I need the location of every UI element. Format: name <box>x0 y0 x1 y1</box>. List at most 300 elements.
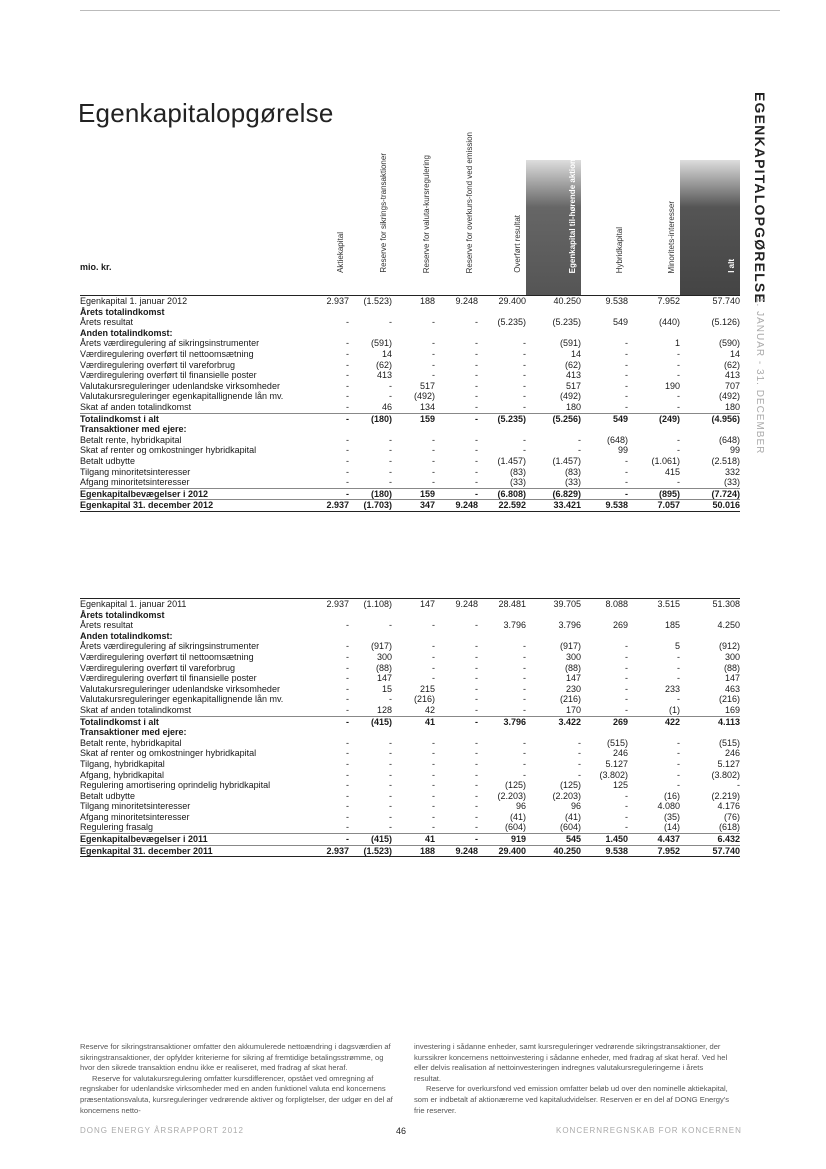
cell-value: - <box>389 445 392 456</box>
cell-value <box>628 727 680 738</box>
notes-left <box>80 1042 396 1116</box>
cell-value: - <box>475 651 478 662</box>
cell-value: (604) <box>504 822 526 833</box>
cell-value: (125) <box>504 780 526 791</box>
cell-value: 3.796 <box>503 620 526 631</box>
cell-value: - <box>432 737 435 748</box>
table-row <box>80 652 740 663</box>
table-row <box>80 738 740 749</box>
table-row <box>80 317 740 328</box>
cell-value: (249) <box>628 413 680 424</box>
cell-value: 707 <box>724 380 740 391</box>
col-header: Minoritets-interesser <box>667 200 676 273</box>
cell-value: 190 <box>664 380 680 391</box>
cell-value: - <box>432 477 435 488</box>
sidebar-period: 1. JANUAR - 31. DECEMBER <box>754 297 765 455</box>
cell-value: - <box>432 758 435 769</box>
table-row <box>80 435 740 446</box>
cell-value: - <box>523 673 526 684</box>
cell-value: - <box>523 748 526 759</box>
cell-value: 50.016 <box>680 500 740 512</box>
cell-value: - <box>432 651 435 662</box>
cell-value: - <box>346 370 349 381</box>
cell-value: - <box>475 822 478 833</box>
cell-value: 7.952 <box>628 845 680 857</box>
cell-value: - <box>346 651 349 662</box>
cell-value: (3.802) <box>599 769 628 780</box>
table-row <box>80 456 740 467</box>
cell-value: - <box>737 780 740 791</box>
cell-value: 2.937 <box>306 845 349 857</box>
note-paragraph: Reserve for overkursfond ved emission omfatter beløb ud over den nominelle aktiekapital, som er indbetalt af aktionærerne ved kapitaludvidelser. Reserven er en del af DONG Energy's frie reserver. <box>414 1084 730 1115</box>
cell-value: 919 <box>478 834 526 846</box>
cell-value: - <box>523 651 526 662</box>
cell-value: 269 <box>581 716 628 727</box>
cell-value: - <box>625 338 628 349</box>
cell-value <box>526 610 581 621</box>
cell-value: - <box>475 455 478 466</box>
table-row <box>80 328 740 339</box>
cell-value: - <box>475 434 478 445</box>
table-row <box>80 822 740 833</box>
cell-value: - <box>346 348 349 359</box>
cell-value: (7.724) <box>680 488 740 500</box>
cell-value: (6.829) <box>526 488 581 500</box>
cell-value: (216) <box>559 694 581 705</box>
cell-value <box>526 328 581 339</box>
row-label: Skat af anden totalindkomst <box>80 401 192 412</box>
cell-value: - <box>625 401 628 412</box>
cell-value: 29.400 <box>478 845 526 857</box>
cell-value: - <box>389 790 392 801</box>
cell-value: 463 <box>724 683 740 694</box>
cell-value <box>435 424 478 435</box>
cell-value: 14 <box>570 348 581 359</box>
cell-value: - <box>677 401 680 412</box>
unit-header <box>80 160 306 296</box>
table-row <box>80 296 740 307</box>
row-label: Betalt udbytte <box>80 455 136 466</box>
cell-value: 9.248 <box>435 500 478 512</box>
row-label: Skat af anden totalindkomst <box>80 704 192 715</box>
cell-value: - <box>475 620 478 631</box>
cell-value: 15 <box>381 683 392 694</box>
cell-value: - <box>677 758 680 769</box>
cell-value: - <box>432 434 435 445</box>
cell-value: 125 <box>612 780 628 791</box>
cell-value: - <box>346 620 349 631</box>
cell-value: - <box>625 651 628 662</box>
cell-value: (41) <box>509 811 526 822</box>
cell-value: (3.802) <box>711 769 740 780</box>
table-row <box>80 338 740 349</box>
cell-value <box>392 307 435 318</box>
cell-value: (492) <box>559 391 581 402</box>
cell-value: - <box>625 822 628 833</box>
cell-value: 29.400 <box>478 296 526 307</box>
cell-value: - <box>475 769 478 780</box>
cell-value: 415 <box>664 466 680 477</box>
table-row <box>80 360 740 371</box>
cell-value: - <box>389 694 392 705</box>
cell-value: (5.126) <box>711 317 740 328</box>
col-header: Reserve for overkurs-fond ved emission <box>465 131 474 273</box>
table-row <box>80 477 740 488</box>
cell-value: (1.108) <box>349 599 392 610</box>
cell-value: 96 <box>570 801 581 812</box>
cell-value: - <box>346 662 349 673</box>
cell-value: (1.523) <box>349 296 392 307</box>
cell-value: (33) <box>723 477 740 488</box>
cell-value <box>478 307 526 318</box>
note-paragraph: Reserve for sikringstransaktioner omfatter den akkumulerede nettoændring i dagsværdien af sikringstransaktioner, der opfylder kriterierne for sikring af fremtidige betalingsstrømme, og hvor den sikrede transaktion endnu ikke er realiseret, med fradrag af skat heraf. <box>80 1042 391 1073</box>
cell-value: (1.061) <box>651 455 680 466</box>
cell-value: - <box>475 737 478 748</box>
row-label: Totalindkomst i alt <box>80 716 306 727</box>
cell-value: 8.088 <box>581 599 628 610</box>
cell-value: 147 <box>724 673 740 684</box>
cell-value: (6.808) <box>478 488 526 500</box>
cell-value: 185 <box>664 620 680 631</box>
cell-value: - <box>475 790 478 801</box>
cell-value: - <box>625 641 628 652</box>
cell-value: - <box>389 780 392 791</box>
row-label: Skat af renter og omkostninger hybridkapital <box>80 445 257 456</box>
cell-value: - <box>625 662 628 673</box>
cell-value: 7.057 <box>628 500 680 512</box>
equity-table-2011 <box>80 598 740 857</box>
cell-value: - <box>389 758 392 769</box>
cell-value: - <box>432 662 435 673</box>
cell-value: 517 <box>419 380 435 391</box>
col-header-highlight: Egenkapital til-hørende aktionærer i DONG Energy A/S <box>526 160 581 296</box>
top-rule <box>80 10 780 11</box>
cell-value <box>628 328 680 339</box>
cell-value: 230 <box>565 683 581 694</box>
cell-value: - <box>625 704 628 715</box>
cell-value <box>478 631 526 642</box>
cell-value: 147 <box>376 673 392 684</box>
table-row <box>80 684 740 695</box>
row-label: Valutakursreguleringer udenlandske virksomheder <box>80 683 280 694</box>
cell-value: - <box>475 338 478 349</box>
cell-value: - <box>346 673 349 684</box>
cell-value <box>349 307 392 318</box>
cell-value: 300 <box>565 651 581 662</box>
cell-value: - <box>625 455 628 466</box>
cell-value: (33) <box>509 477 526 488</box>
cell-value <box>680 307 740 318</box>
cell-value: - <box>389 317 392 328</box>
row-label: Egenkapital 31. december 2011 <box>80 845 306 857</box>
cell-value: - <box>389 391 392 402</box>
cell-value: 170 <box>565 704 581 715</box>
row-label: Regulering amortisering oprindelig hybridkapital <box>80 780 271 791</box>
table-row <box>80 381 740 392</box>
table-row <box>80 673 740 684</box>
cell-value: - <box>432 370 435 381</box>
cell-value: (917) <box>370 641 392 652</box>
cell-value: 5.127 <box>717 758 740 769</box>
cell-value: - <box>432 455 435 466</box>
cell-value: 22.592 <box>478 500 526 512</box>
cell-value: - <box>677 694 680 705</box>
cell-value <box>680 631 740 642</box>
cell-value: 180 <box>724 401 740 412</box>
cell-value: (62) <box>375 359 392 370</box>
cell-value <box>581 631 628 642</box>
cell-value: 159 <box>392 413 435 424</box>
cell-value: (216) <box>718 694 740 705</box>
table-row <box>80 748 740 759</box>
cell-value: - <box>578 758 581 769</box>
cell-value: - <box>346 641 349 652</box>
cell-value <box>526 307 581 318</box>
cell-value: (180) <box>349 488 392 500</box>
cell-value: 9.538 <box>581 500 628 512</box>
page-title: Egenkapitalopgørelse <box>78 98 334 128</box>
cell-value: - <box>677 391 680 402</box>
cell-value: - <box>475 662 478 673</box>
cell-value: 3.796 <box>558 620 581 631</box>
row-label: Tilgang minoritetsinteresser <box>80 466 191 477</box>
row-label: Betalt rente, hybridkapital <box>80 434 182 445</box>
cell-value: 215 <box>419 683 435 694</box>
cell-value: (16) <box>663 790 680 801</box>
cell-value: 188 <box>392 296 435 307</box>
cell-value: - <box>625 694 628 705</box>
cell-value: - <box>475 317 478 328</box>
cell-value: - <box>523 338 526 349</box>
row-label: Årets totalindkomst <box>80 609 165 620</box>
cell-value: - <box>677 370 680 381</box>
cell-value <box>306 328 349 339</box>
cell-value: (917) <box>559 641 581 652</box>
cell-value: - <box>346 401 349 412</box>
cell-value: - <box>432 769 435 780</box>
cell-value: - <box>432 748 435 759</box>
cell-value: (76) <box>723 811 740 822</box>
cell-value: 9.248 <box>435 296 478 307</box>
table-row <box>80 424 740 435</box>
cell-value: - <box>346 391 349 402</box>
cell-value: - <box>346 466 349 477</box>
row-label: Årets totalindkomst <box>80 306 165 317</box>
table-row <box>80 727 740 738</box>
cell-value: - <box>432 348 435 359</box>
cell-value: - <box>432 780 435 791</box>
cell-value: - <box>578 434 581 445</box>
cell-value <box>435 328 478 339</box>
cell-value: - <box>306 413 349 424</box>
row-label: Valutakursreguleringer udenlandske virksomheder <box>80 380 280 391</box>
cell-value: - <box>475 694 478 705</box>
cell-value <box>306 727 349 738</box>
cell-value: - <box>523 683 526 694</box>
cell-value: - <box>677 445 680 456</box>
cell-value: - <box>346 359 349 370</box>
cell-value: - <box>389 769 392 780</box>
cell-value: 147 <box>392 599 435 610</box>
cell-value <box>478 727 526 738</box>
row-label: Skat af renter og omkostninger hybridkapital <box>80 748 257 759</box>
cell-value <box>435 727 478 738</box>
cell-value: (125) <box>559 780 581 791</box>
cell-value: - <box>523 380 526 391</box>
cell-value: - <box>432 641 435 652</box>
cell-value <box>581 727 628 738</box>
cell-value: - <box>523 445 526 456</box>
cell-value: - <box>475 641 478 652</box>
row-label: Anden totalindkomst: <box>80 327 173 338</box>
cell-value <box>581 328 628 339</box>
row-label: Værdiregulering overført til vareforbrug <box>80 359 236 370</box>
cell-value: - <box>346 455 349 466</box>
cell-value: - <box>475 391 478 402</box>
cell-value: - <box>475 801 478 812</box>
cell-value: (1) <box>669 704 680 715</box>
cell-value: (180) <box>349 413 392 424</box>
cell-value: (415) <box>349 716 392 727</box>
cell-value <box>680 424 740 435</box>
cell-value: - <box>389 801 392 812</box>
cell-value <box>478 610 526 621</box>
row-label: Afgang minoritetsinteresser <box>80 811 190 822</box>
cell-value: 7.952 <box>628 296 680 307</box>
col-header: Overført resultat <box>513 215 522 273</box>
cell-value: (4.956) <box>680 413 740 424</box>
cell-value <box>680 610 740 621</box>
cell-value: 6.432 <box>680 834 740 846</box>
cell-value <box>392 610 435 621</box>
cell-value: 28.481 <box>478 599 526 610</box>
cell-value: - <box>625 391 628 402</box>
cell-value: - <box>346 445 349 456</box>
cell-value: - <box>625 380 628 391</box>
cell-value: - <box>346 317 349 328</box>
row-label: Årets resultat <box>80 620 134 631</box>
cell-value: 9.248 <box>435 845 478 857</box>
cell-value <box>349 424 392 435</box>
table-row <box>80 610 740 621</box>
cell-value: (88) <box>375 662 392 673</box>
cell-value: - <box>389 455 392 466</box>
cell-value: - <box>306 488 349 500</box>
cell-value <box>581 610 628 621</box>
row-label: Afgang minoritetsinteresser <box>80 477 190 488</box>
cell-value <box>628 424 680 435</box>
cell-value: 332 <box>724 466 740 477</box>
cell-value: - <box>625 359 628 370</box>
cell-value: (2.203) <box>497 790 526 801</box>
cell-value: - <box>389 748 392 759</box>
cell-value: 413 <box>724 370 740 381</box>
cell-value: - <box>389 811 392 822</box>
cell-value: 4.437 <box>628 834 680 846</box>
table-row <box>80 307 740 318</box>
table-row <box>80 663 740 674</box>
row-label: Årets værdiregulering af sikringsinstrumenter <box>80 338 260 349</box>
unit-label: mio. kr. <box>80 262 112 273</box>
cell-value: - <box>346 477 349 488</box>
cell-value: 134 <box>419 401 435 412</box>
cell-value: - <box>432 620 435 631</box>
cell-value: - <box>677 748 680 759</box>
cell-value: - <box>346 758 349 769</box>
cell-value: - <box>677 348 680 359</box>
cell-value: (515) <box>606 737 628 748</box>
cell-value: 4.176 <box>717 801 740 812</box>
row-label: Transaktioner med ejere: <box>80 727 187 738</box>
cell-value: 3.515 <box>628 599 680 610</box>
table-row <box>80 599 740 610</box>
note-paragraph: Reserve for valutakursregulering omfatter kursdifferencer, opstået ved omregning af regnskaber for udenlandske virksomheder med en anden funktionel valuta end koncernens præsentationsvaluta, kursreguleringer vedrørende aktiver og forpligtelser, der udgør en del af koncernens netto- <box>80 1073 393 1115</box>
cell-value: (35) <box>663 811 680 822</box>
cell-value: - <box>523 370 526 381</box>
cell-value: - <box>578 445 581 456</box>
cell-value <box>526 727 581 738</box>
table-row <box>80 705 740 716</box>
cell-value: - <box>475 477 478 488</box>
cell-value: - <box>389 737 392 748</box>
cell-value: (5.235) <box>552 317 581 328</box>
cell-value: - <box>346 737 349 748</box>
cell-value: - <box>523 758 526 769</box>
cell-value: - <box>475 780 478 791</box>
cell-value: - <box>523 694 526 705</box>
col-header: Aktiekapital <box>336 232 345 273</box>
cell-value: - <box>523 401 526 412</box>
cell-value: 300 <box>376 651 392 662</box>
cell-value: - <box>677 673 680 684</box>
note-paragraph: investering i sådanne enheder, samt kursreguleringer vedrørende sikringstransaktioner, der kurssikrer koncernens nettoinvestering i sådanne enheder, med fradrag af skat heraf. Ved hel eller delvis realisation af nettoinvesteringen indregnes valutakursreguleringerne i årets resultat. <box>414 1042 728 1083</box>
cell-value: 246 <box>724 748 740 759</box>
cell-value: - <box>306 716 349 727</box>
table-row <box>80 759 740 770</box>
cell-value: - <box>346 704 349 715</box>
cell-value <box>435 631 478 642</box>
cell-value: 41 <box>392 834 435 846</box>
cell-value: 180 <box>565 401 581 412</box>
cell-value: 39.705 <box>526 599 581 610</box>
cell-value: 169 <box>724 704 740 715</box>
cell-value: 57.740 <box>680 845 740 857</box>
cell-value: (88) <box>564 662 581 673</box>
table-body-2011 <box>80 599 740 857</box>
cell-value: - <box>625 673 628 684</box>
cell-value <box>392 424 435 435</box>
cell-value: - <box>523 434 526 445</box>
cell-value <box>526 424 581 435</box>
row-label: Regulering frasalg <box>80 822 154 833</box>
cell-value: (62) <box>564 359 581 370</box>
table-row <box>80 641 740 652</box>
table-row <box>80 801 740 812</box>
cell-value <box>392 727 435 738</box>
cell-value: - <box>523 704 526 715</box>
cell-value <box>435 610 478 621</box>
row-label: Værdiregulering overført til nettoomsætning <box>80 651 254 662</box>
cell-value: - <box>475 811 478 822</box>
col-header: Hybridkapital <box>615 226 624 273</box>
cell-value: 233 <box>664 683 680 694</box>
cell-value <box>581 307 628 318</box>
row-label: Egenkapital 1. januar 2012 <box>80 296 306 307</box>
cell-value: 1.450 <box>581 834 628 846</box>
cell-value: 5 <box>674 641 680 652</box>
cell-value: (492) <box>718 391 740 402</box>
cell-value: 4.080 <box>657 801 680 812</box>
